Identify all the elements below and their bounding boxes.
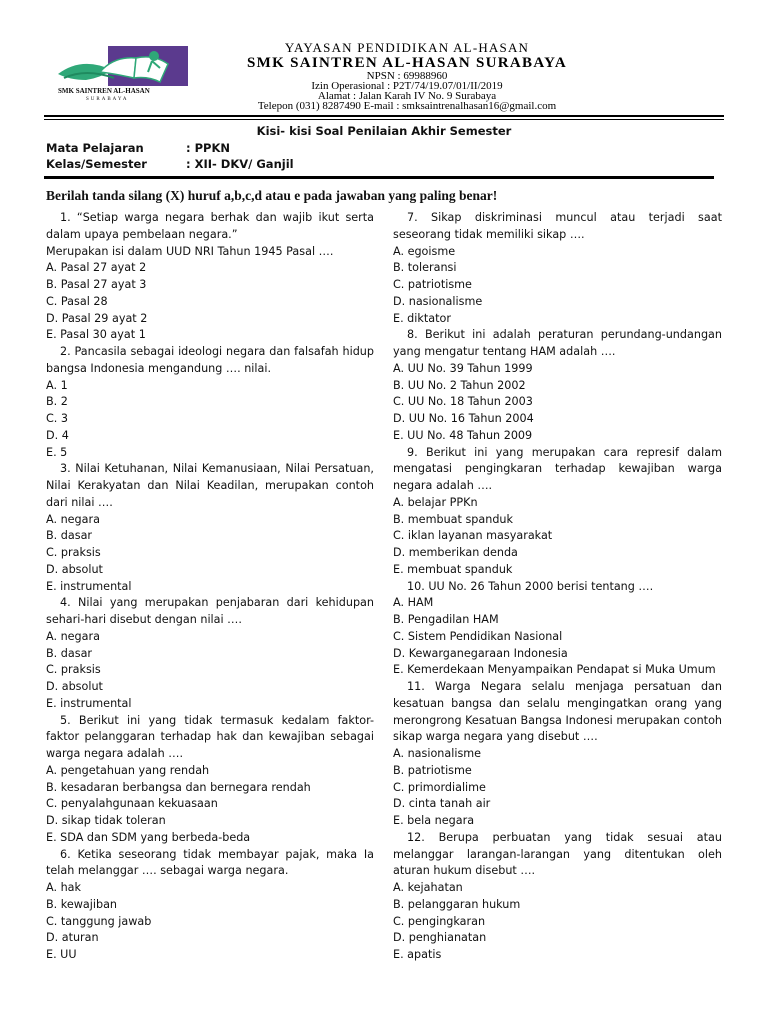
answer-option: D. nasionalisme [393,294,483,308]
question-text: 6. Ketika seseorang tidak membayar pajak, maka Ia telah melanggar …. sebagai warga negara. [46,847,374,878]
question-item [46,461,374,595]
header-divider [44,176,714,179]
answer-option: E. UU No. 48 Tahun 2009 [393,428,533,442]
question-item [46,847,374,964]
answer-option: B. kewajiban [46,897,118,911]
answer-option: D. cinta tanah air [393,797,491,811]
answer-option: A. negara [46,512,100,526]
answer-option: E. bela negara [393,814,475,827]
answer-option: E. Kemerdekaan Menyampaikan Pendapat si Muka Umum [393,663,716,677]
question-item [46,713,374,847]
answer-option: D. Pasal 29 ayat 2 [46,311,148,325]
answer-option: B. 2 [46,395,68,409]
answer-option: A. egoisme [393,244,456,258]
book-leaf-logo-icon [56,44,198,102]
question-text: 4. Nilai yang merupakan penjabaran dari kehidupan sehari-hari disebut dengan nilai …. [46,596,374,626]
answer-option: D. memberikan denda [393,546,518,559]
answer-option: C. iklan layanan masyarakat [393,529,553,543]
answer-option: B. pelanggaran hukum [393,897,521,911]
question-text: 3. Nilai Ketuhanan, Nilai Kemanusiaan, Nilai Persatuan, Nilai Kerakyatan dan Nilai Keadilan, merupakan contoh dari nilai …. [46,462,374,509]
answer-option: C. Pasal 28 [46,294,108,308]
answer-option: D. aturan [46,931,99,945]
answer-option: D. 4 [46,428,69,442]
question-text: 12. Berupa perbuatan yang tidak sesuai atau melanggar larangan-larangan yang ditentukan oleh aturan hukum disebut …. [393,830,722,878]
answer-option: B. UU No. 2 Tahun 2002 [393,378,526,392]
address: Alamat : Jalan Karah IV No. 9 Surabaya [317,90,497,102]
question-item [46,210,374,344]
answer-option: A. nasionalisme [393,747,482,760]
svg-text:SURABAYA: SURABAYA [86,97,129,102]
question-item [393,445,722,579]
question-item [46,344,374,461]
document-title: Kisi- kisi Soal Penilaian Akhir Semester [256,124,512,138]
question-text: 10. UU No. 26 Tahun 2000 berisi tentang …. [407,579,654,593]
instruction: Berilah tanda silang (X) huruf a,b,c,d atau e pada jawaban yang paling benar! [46,188,498,203]
answer-option: A. hak [46,881,81,894]
answer-option: E. SDA dan SDM yang berbeda-beda [46,830,251,844]
question-column-right [393,210,722,964]
answer-option: A. negara [46,629,100,643]
question-column-left [46,210,374,964]
answer-option: C. Sistem Pendidikan Nasional [393,629,563,643]
foundation-name: YAYASAN PENDIDIKAN AL-HASAN [284,40,530,55]
question-text: 11. Warga Negara selalu menjaga persatuan dan kesatuan bangsa dan selalu mengingatkan orang yang merongrong Kesatuan Bangsa Indonesi merupakan contoh sikap warga negara yang disebut …. [393,680,722,744]
answer-option: C. 3 [46,412,69,425]
letterhead-divider-thin [44,119,724,120]
question-item [393,579,722,680]
question-item [393,679,722,830]
question-item [46,595,374,712]
answer-option: E. Pasal 30 ayat 1 [46,328,146,342]
answer-option: D. absolut [46,680,103,693]
answer-option: C. penyalahgunaan kekuasaan [46,797,218,811]
question-text: 5. Berikut ini yang tidak termasuk kedalam faktor-faktor pelanggaran terhadap hak dan kewajiban sebagai warga negara adalah …. [46,713,374,760]
answer-option: C. UU No. 18 Tahun 2003 [393,395,533,409]
answer-option: E. UU [46,948,77,961]
answer-option: A. HAM [393,596,434,610]
question-text: 9. Berikut ini yang merupakan cara represif dalam mengatasi pengingkaran terhadap kewajiban warga negara adalah …. [393,445,722,492]
answer-option: B. dasar [46,529,93,543]
answer-option: C. praksis [46,546,101,559]
answer-option: A. pengetahuan yang rendah [46,763,210,777]
question-item [393,830,722,964]
answer-option: D. penghianatan [393,931,487,945]
subject-value: : PPKN [186,141,230,155]
answer-option: D. sikap tidak toleran [46,814,166,827]
question-item [393,327,722,444]
answer-option: A. kejahatan [393,881,463,894]
answer-option: B. Pengadilan HAM [393,613,499,626]
answer-option: B. kesadaran berbangsa dan bernegara rendah [46,780,311,794]
npsn: NPSN : 69988960 [366,70,448,82]
subject-row [46,141,230,155]
answer-option: C. patriotisme [393,278,472,291]
class-value: : XII- DKV/ Ganjil [186,157,294,171]
subject-label: Mata Pelajaran [46,141,144,155]
answer-option: A. Pasal 27 ayat 2 [46,261,147,275]
answer-option: D. UU No. 16 Tahun 2004 [393,412,534,425]
question-item [393,210,722,327]
answer-option: E. membuat spanduk [393,562,513,576]
answer-option: C. tanggung jawab [46,914,152,928]
answer-option: C. praksis [46,663,101,677]
answer-option: E. instrumental [46,579,132,593]
contact: Telepon (031) 8287490 E-mail : smksaintrenalhasan16@gmail.com [257,100,557,112]
question-text: 8. Berikut ini adalah peraturan perundang-undangan yang mengatur tentang HAM adalah …. [393,328,722,358]
answer-option: E. apatis [393,948,442,961]
svg-text:SMK SAINTREN AL-HASAN: SMK SAINTREN AL-HASAN [58,87,150,95]
answer-option: C. pengingkaran [393,914,486,928]
question-text: Merupakan isi dalam UUD NRI Tahun 1945 Pasal …. [46,244,334,258]
question-text: 2. Pancasila sebagai ideologi negara dan falsafah hidup bangsa Indonesia mengandung …. nilai. [46,345,374,375]
answer-option: E. instrumental [46,696,132,710]
answer-option: A. belajar PPKn [393,495,478,509]
school-name: SMK SAINTREN AL-HASAN SURABAYA [246,55,568,71]
class-row [46,157,294,171]
question-text: 1. “Setiap warga negara berhak dan wajib ikut serta dalam upaya pembelaan negara.” [46,211,374,241]
class-label: Kelas/Semester [46,157,147,171]
answer-option: D. Kewarganegaraan Indonesia [393,646,568,660]
answer-option: B. Pasal 27 ayat 3 [46,278,147,291]
answer-option: B. membuat spanduk [393,512,514,526]
answer-option: A. UU No. 39 Tahun 1999 [393,361,533,375]
answer-option: E. 5 [46,445,68,459]
letterhead-divider-thick [44,115,724,117]
answer-option: B. toleransi [393,261,457,275]
answer-option: B. dasar [46,646,93,660]
school-logo [56,44,198,102]
answer-option: B. patriotisme [393,763,472,777]
answer-option: D. absolut [46,562,103,576]
operating-permit: Izin Operasional : P2T/74/19.07/01/II/2019 [311,80,503,92]
answer-option: C. primordialime [393,780,486,794]
answer-option: A. 1 [46,378,68,392]
question-text: 7. Sikap diskriminasi muncul atau terjadi saat seseorang tidak memiliki sikap …. [393,211,722,241]
answer-option: E. diktator [393,311,451,325]
